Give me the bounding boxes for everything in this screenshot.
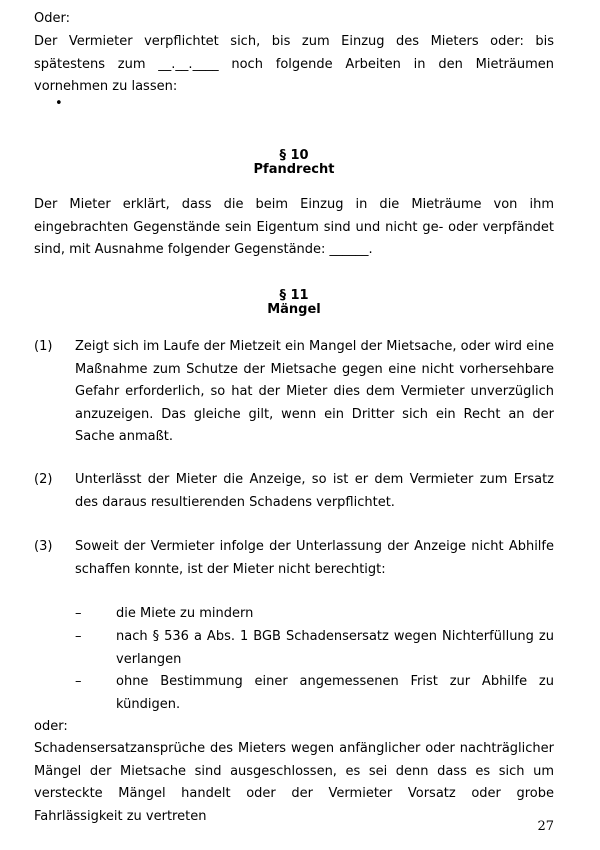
list-item xyxy=(34,469,554,514)
section-11-number: § 11 xyxy=(279,288,309,303)
dash-item xyxy=(34,671,554,716)
dash-item xyxy=(34,603,554,626)
item-text: Zeigt sich im Laufe der Mietzeit ein Mangel der Mietsache, oder wird eine Maßnahme zum Schutze der Mietsache gegen eine nicht vorhersehbare Gefahr erforderlich, so hat der Mieter dies dem Vermieter unverzüglich anzuzeigen. Das gleiche gilt, wenn ein Dritter sich ein Recht an der Sache anmaßt. xyxy=(75,339,554,445)
item-number: (3) xyxy=(34,539,53,554)
dash-symbol: – xyxy=(75,606,82,621)
item-number: (1) xyxy=(34,339,53,354)
item-text: Soweit der Vermieter infolge der Unterlassung der Anzeige nicht Abhilfe schaffen konnte, ist der Mieter nicht berechtigt: xyxy=(75,539,554,577)
dash-symbol: – xyxy=(75,629,82,644)
list-item xyxy=(34,536,554,581)
dash-text: nach § 536 a Abs. 1 BGB Schadensersatz wegen Nichterfüllung zu verlangen xyxy=(116,629,554,667)
oder-label: Oder: xyxy=(34,11,70,26)
bullet-point: • xyxy=(55,96,63,111)
intro-paragraph: Der Vermieter verpflichtet sich, bis zum Einzug des Mieters oder: bis spätestens zum __.__.____ noch folgende Arbeiten in den Mieträumen vornehmen zu lassen: xyxy=(34,34,554,95)
section-10-title: Pfandrecht xyxy=(253,162,335,177)
page-number: 27 xyxy=(537,819,554,834)
closing-paragraph: Schadensersatzansprüche des Mieters wegen anfänglicher oder nachträglicher Mängel der Mietsache sind ausgeschlossen, es sei denn dass es sich um versteckte Mängel handelt oder der Vermieter Vorsatz oder grobe Fahrlässigkeit zu vertreten xyxy=(34,741,554,824)
oder-label-2: oder: xyxy=(34,719,68,734)
section-10-number: § 10 xyxy=(279,148,309,163)
item-number: (2) xyxy=(34,472,53,487)
dash-text: die Miete zu mindern xyxy=(116,606,254,621)
dash-item xyxy=(34,626,554,671)
list-item xyxy=(34,336,554,449)
item-text: Unterlässt der Mieter die Anzeige, so ist er dem Vermieter zum Ersatz des daraus resultierenden Schadens verpflichtet. xyxy=(75,472,554,510)
section-10-paragraph: Der Mieter erklärt, dass die beim Einzug in die Mieträume von ihm eingebrachten Gegenstände sein Eigentum sind und nicht ge- oder verpfändet sind, mit Ausnahme folgender Gegenstände: ______. xyxy=(34,197,554,258)
dash-symbol: – xyxy=(75,674,82,689)
section-11-title: Mängel xyxy=(267,302,321,317)
dash-text: ohne Bestimmung einer angemessenen Frist zur Abhilfe zu kündigen. xyxy=(116,674,554,712)
